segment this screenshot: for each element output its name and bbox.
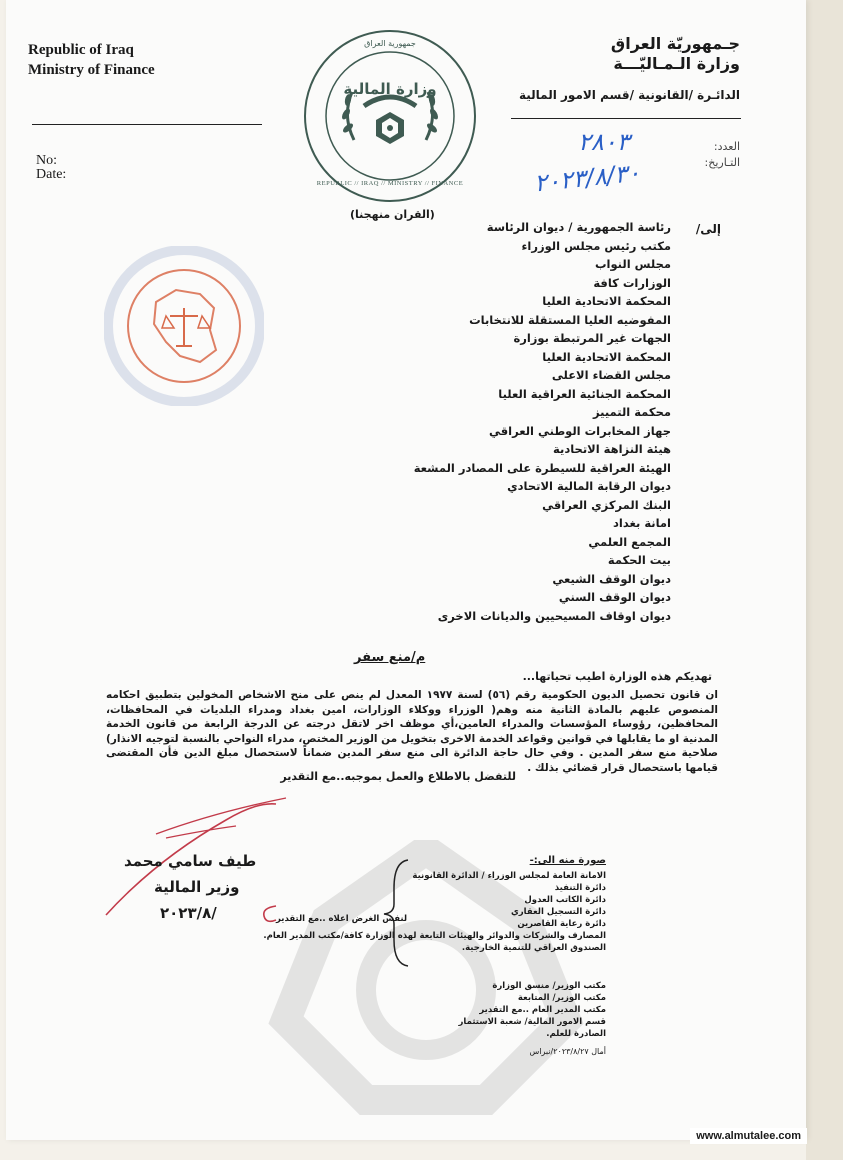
motto: (القران منهجنا) [350, 208, 435, 221]
greeting: تهديكم هذه الوزارة اطيب تحياتها... [522, 670, 712, 683]
recipient-item: ديوان الرقابة المالية الاتحادي [507, 479, 671, 493]
recipient-item: المحكمة الجنائية العراقية العليا [498, 386, 671, 401]
en-ministry: Ministry of Finance [28, 62, 155, 78]
recipient-item: المفوضيه العليا المستقلة للانتخابات [469, 312, 671, 327]
signature-title: وزير المالية [154, 878, 240, 896]
recipient-item: مجلس النواب [594, 257, 671, 271]
recipient-item: المحكمة الاتحادية العليا [542, 349, 671, 364]
to-label: إلى/ [695, 222, 721, 236]
en-no-label: No: [36, 153, 57, 168]
ar-date-label: التـاريخ: [704, 156, 740, 169]
handwritten-date: ٢٠٢٣/٨/٣٠ [532, 158, 642, 198]
copies-label: صورة منه الى:- [529, 855, 606, 866]
internal-item: الصادرة للعلم. [546, 1029, 606, 1039]
ministry-seal [302, 28, 478, 204]
official-stamp [104, 246, 264, 406]
ar-number-label: العدد: [713, 140, 740, 153]
seal-top-text: جمهورية العراق [364, 39, 416, 48]
recipient-item: مجلس القضاء الاعلى [551, 368, 671, 382]
ar-ministry: وزارة الـمـاليّـــة [613, 54, 740, 73]
recipient-list [311, 218, 671, 625]
copy-item: دائرة التسجيل العقاري [511, 907, 606, 917]
internal-item: مكتب المدير العام ..مع التقدير [479, 1005, 606, 1015]
en-country: Republic of Iraq [28, 42, 134, 58]
recipient-item: البنك المركزي العراقي [542, 497, 671, 512]
recipient-item: ديوان اوقاف المسيحيين والديانات الاخرى [437, 608, 671, 623]
en-date-label: Date: [36, 167, 67, 182]
recipient-item: المحكمة الاتحادية العليا [542, 294, 671, 308]
stamp-map-icon [104, 246, 264, 406]
recipient-item: الوزارات كافة [593, 275, 671, 290]
internal-item: مكتب الوزير/ المتابعة [517, 993, 606, 1003]
recipient-item: امانة بغداد [613, 516, 671, 530]
recipient-item: مكتب رئيس مجلس الوزراء [521, 238, 671, 253]
copies-list [263, 870, 606, 954]
copy-item: الامانة العامة لمجلس الوزراء / الدائرة القانونية [412, 871, 606, 881]
recipient-item: ديوان الوقف السني [558, 590, 671, 604]
ar-department: الدائـرة /القانونية /قسم الامور المالية [518, 88, 740, 102]
signature-date: ٢٠٢٣/٨/ [160, 904, 217, 922]
copy-item: دائرة رعاية القاصرين [517, 919, 606, 929]
handwritten-number: ٢٨٠٣ [578, 128, 630, 156]
internal-copies [459, 980, 606, 1040]
recipient-item: المجمع العلمي [588, 534, 671, 549]
internal-item: قسم الامور المالية/ شعبة الاستثمار [458, 1017, 606, 1027]
seal-center-text: وزارة المالية [343, 80, 437, 98]
recipient-item: جهاز المخابرات الوطني العراقي [488, 423, 671, 438]
copy-item: دائرة الكاتب العدول [524, 895, 606, 905]
copy-item: الصندوق العراقي للتنمية الخارجية. [461, 943, 606, 953]
bracket-note: لنفس الغرض اعلاه ..مع التقدير [276, 914, 408, 924]
recipient-item: محكمة التمييز [593, 405, 671, 419]
footer-reference: أمال ٢٠٢٣/٨/٢٧/نبراس [529, 1047, 606, 1056]
copy-item: المصارف والشركات والدوائر والهيئات التابعة لهذه الوزارة كافة/مكتب المدير العام. [263, 931, 606, 941]
recipient-item: رئاسة الجمهورية / ديوان الرئاسة [486, 220, 671, 234]
ar-country: جـمهوريّة العراق [610, 34, 740, 53]
background-strip [806, 0, 843, 1160]
recipient-item: الجهات غير المرتبطة بوزارة [513, 331, 671, 345]
signature-name: طيف سامي محمد [124, 852, 257, 870]
recipient-item: الهيئة العراقية للسيطرة على المصادر المشعة [413, 460, 671, 475]
seal-emblem-icon [302, 28, 478, 204]
closing-line: للتفضل بالاطلاع والعمل بموجبه..مع التقدير [280, 770, 516, 783]
body-paragraph: ان قانون تحصيل الديون الحكومية رقم (٥٦) لسنة ١٩٧٧ المعدل لم ينص على منح الاشخاص المخولين بتطبيق احكامه المنصوص عليهم بالمادة الثانية منه وهم( الوزراء ووكلاء الوزارات، امين بغداد ومدراء البلديات في المحافظات، المحافظين، رؤوساء المؤسسات والمدراء العامين،أي موظف اخر لاتقل درجته عن الدرجة الرابعة من قانون الخدمة المدنية او ما يقابلها في قوانين وقواعد الخدمة الاخرى بتخويل من الوزير المختص، مدراء النواحي بالنسبة لتوجيه الانذار) صلاحية منع سفر المدين . وفي حال حاجة الدائرة الى منع سفر المدين ضماناً لاستحصال مبلغ الدين فأن المقتضى قيامها باستحصال قرار قضائي بذلك . [106, 689, 718, 774]
ar-header-rule [511, 118, 741, 119]
subject: م/منع سفر [354, 650, 426, 665]
document-page [6, 0, 806, 1140]
recipient-item: ديوان الوقف الشيعي [552, 571, 671, 586]
internal-item: مكتب الوزير/ منسق الوزارة [492, 981, 606, 991]
recipient-item: هيئة النزاهة الاتحادية [553, 442, 671, 456]
en-header-rule [32, 124, 262, 125]
copy-item: دائرة التنفيذ [554, 883, 606, 893]
recipient-item: بيت الحكمة [607, 553, 671, 567]
bracket-icon [382, 858, 412, 968]
seal-ring-text: REPUBLIC // IRAQ // MINISTRY // FINANCE [316, 180, 464, 187]
website-watermark: www.almutalee.com [690, 1128, 807, 1144]
